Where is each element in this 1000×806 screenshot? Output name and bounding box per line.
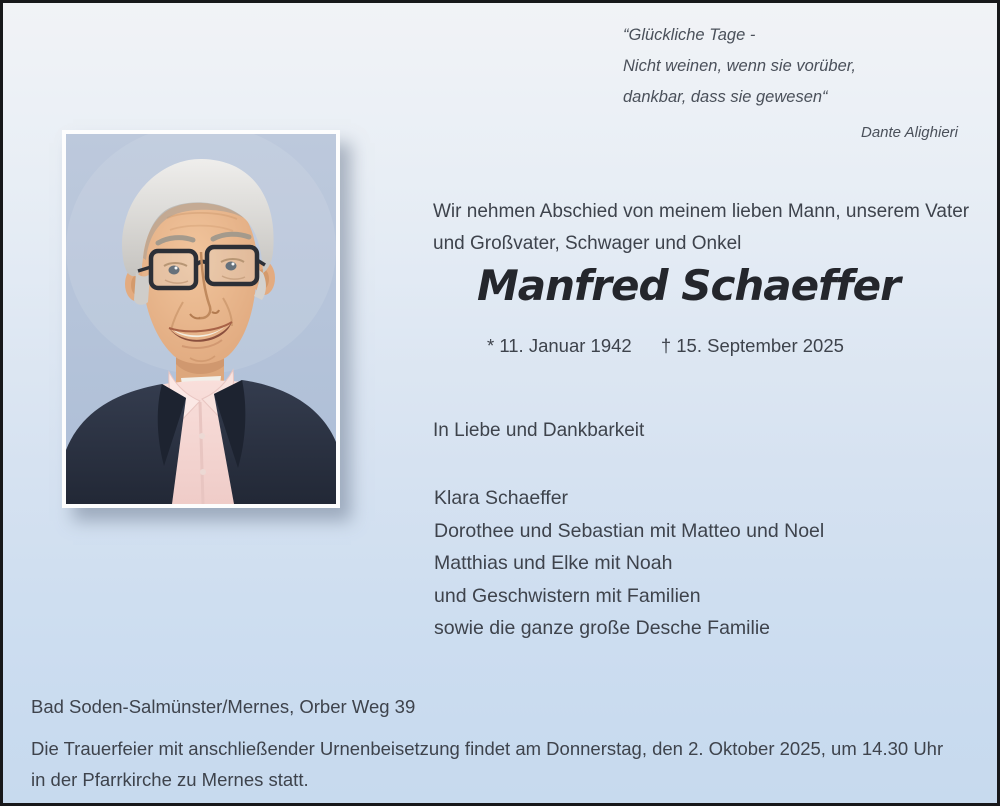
quote-attribution: Dante Alighieri — [861, 124, 958, 141]
service-line-1: Die Trauerfeier mit anschließender Urnenbeisetzung findet am Donnerstag, den 2. Oktober 2025, um 14.30 Uhr — [31, 738, 944, 759]
quote-line-1: “Glückliche Tage - — [623, 26, 756, 44]
address-line: Bad Soden-Salmünster/Mernes, Orber Weg 39 — [31, 696, 416, 717]
quote-line-2: Nicht weinen, wenn sie vorüber, — [623, 57, 856, 75]
intro-line-2: und Großvater, Schwager und Onkel — [433, 233, 742, 254]
mourners-list — [434, 482, 824, 645]
service-line-2: in der Pfarrkirche zu Mernes statt. — [31, 768, 309, 790]
service-info — [31, 734, 981, 795]
mourner-line: sowie die ganze große Desche Familie — [434, 617, 770, 639]
quote-block — [623, 20, 958, 148]
portrait-illustration — [66, 134, 336, 504]
intro-text — [433, 196, 969, 260]
intro-line-1: Wir nehmen Abschied von meinem lieben Mann, unserem Vater — [433, 201, 970, 222]
quote-line-3: dankbar, dass sie gewesen“ — [623, 88, 828, 106]
mourner-line: und Geschwistern mit Familien — [434, 584, 701, 607]
death-date: † 15. September 2025 — [660, 335, 844, 356]
birth-date: * 11. Januar 1942 — [487, 335, 632, 356]
closing-line: In Liebe und Dankbarkeit — [433, 420, 645, 441]
portrait-photo — [62, 130, 340, 508]
mourner-line: Matthias und Elke mit Noah — [434, 552, 673, 574]
life-dates — [487, 334, 844, 358]
mourner-line: Klara Schaeffer — [434, 487, 569, 509]
mourner-line: Dorothee und Sebastian mit Matteo und Noel — [434, 519, 825, 542]
page-title-deceased-name: Manfred Schaeffer — [477, 261, 900, 310]
